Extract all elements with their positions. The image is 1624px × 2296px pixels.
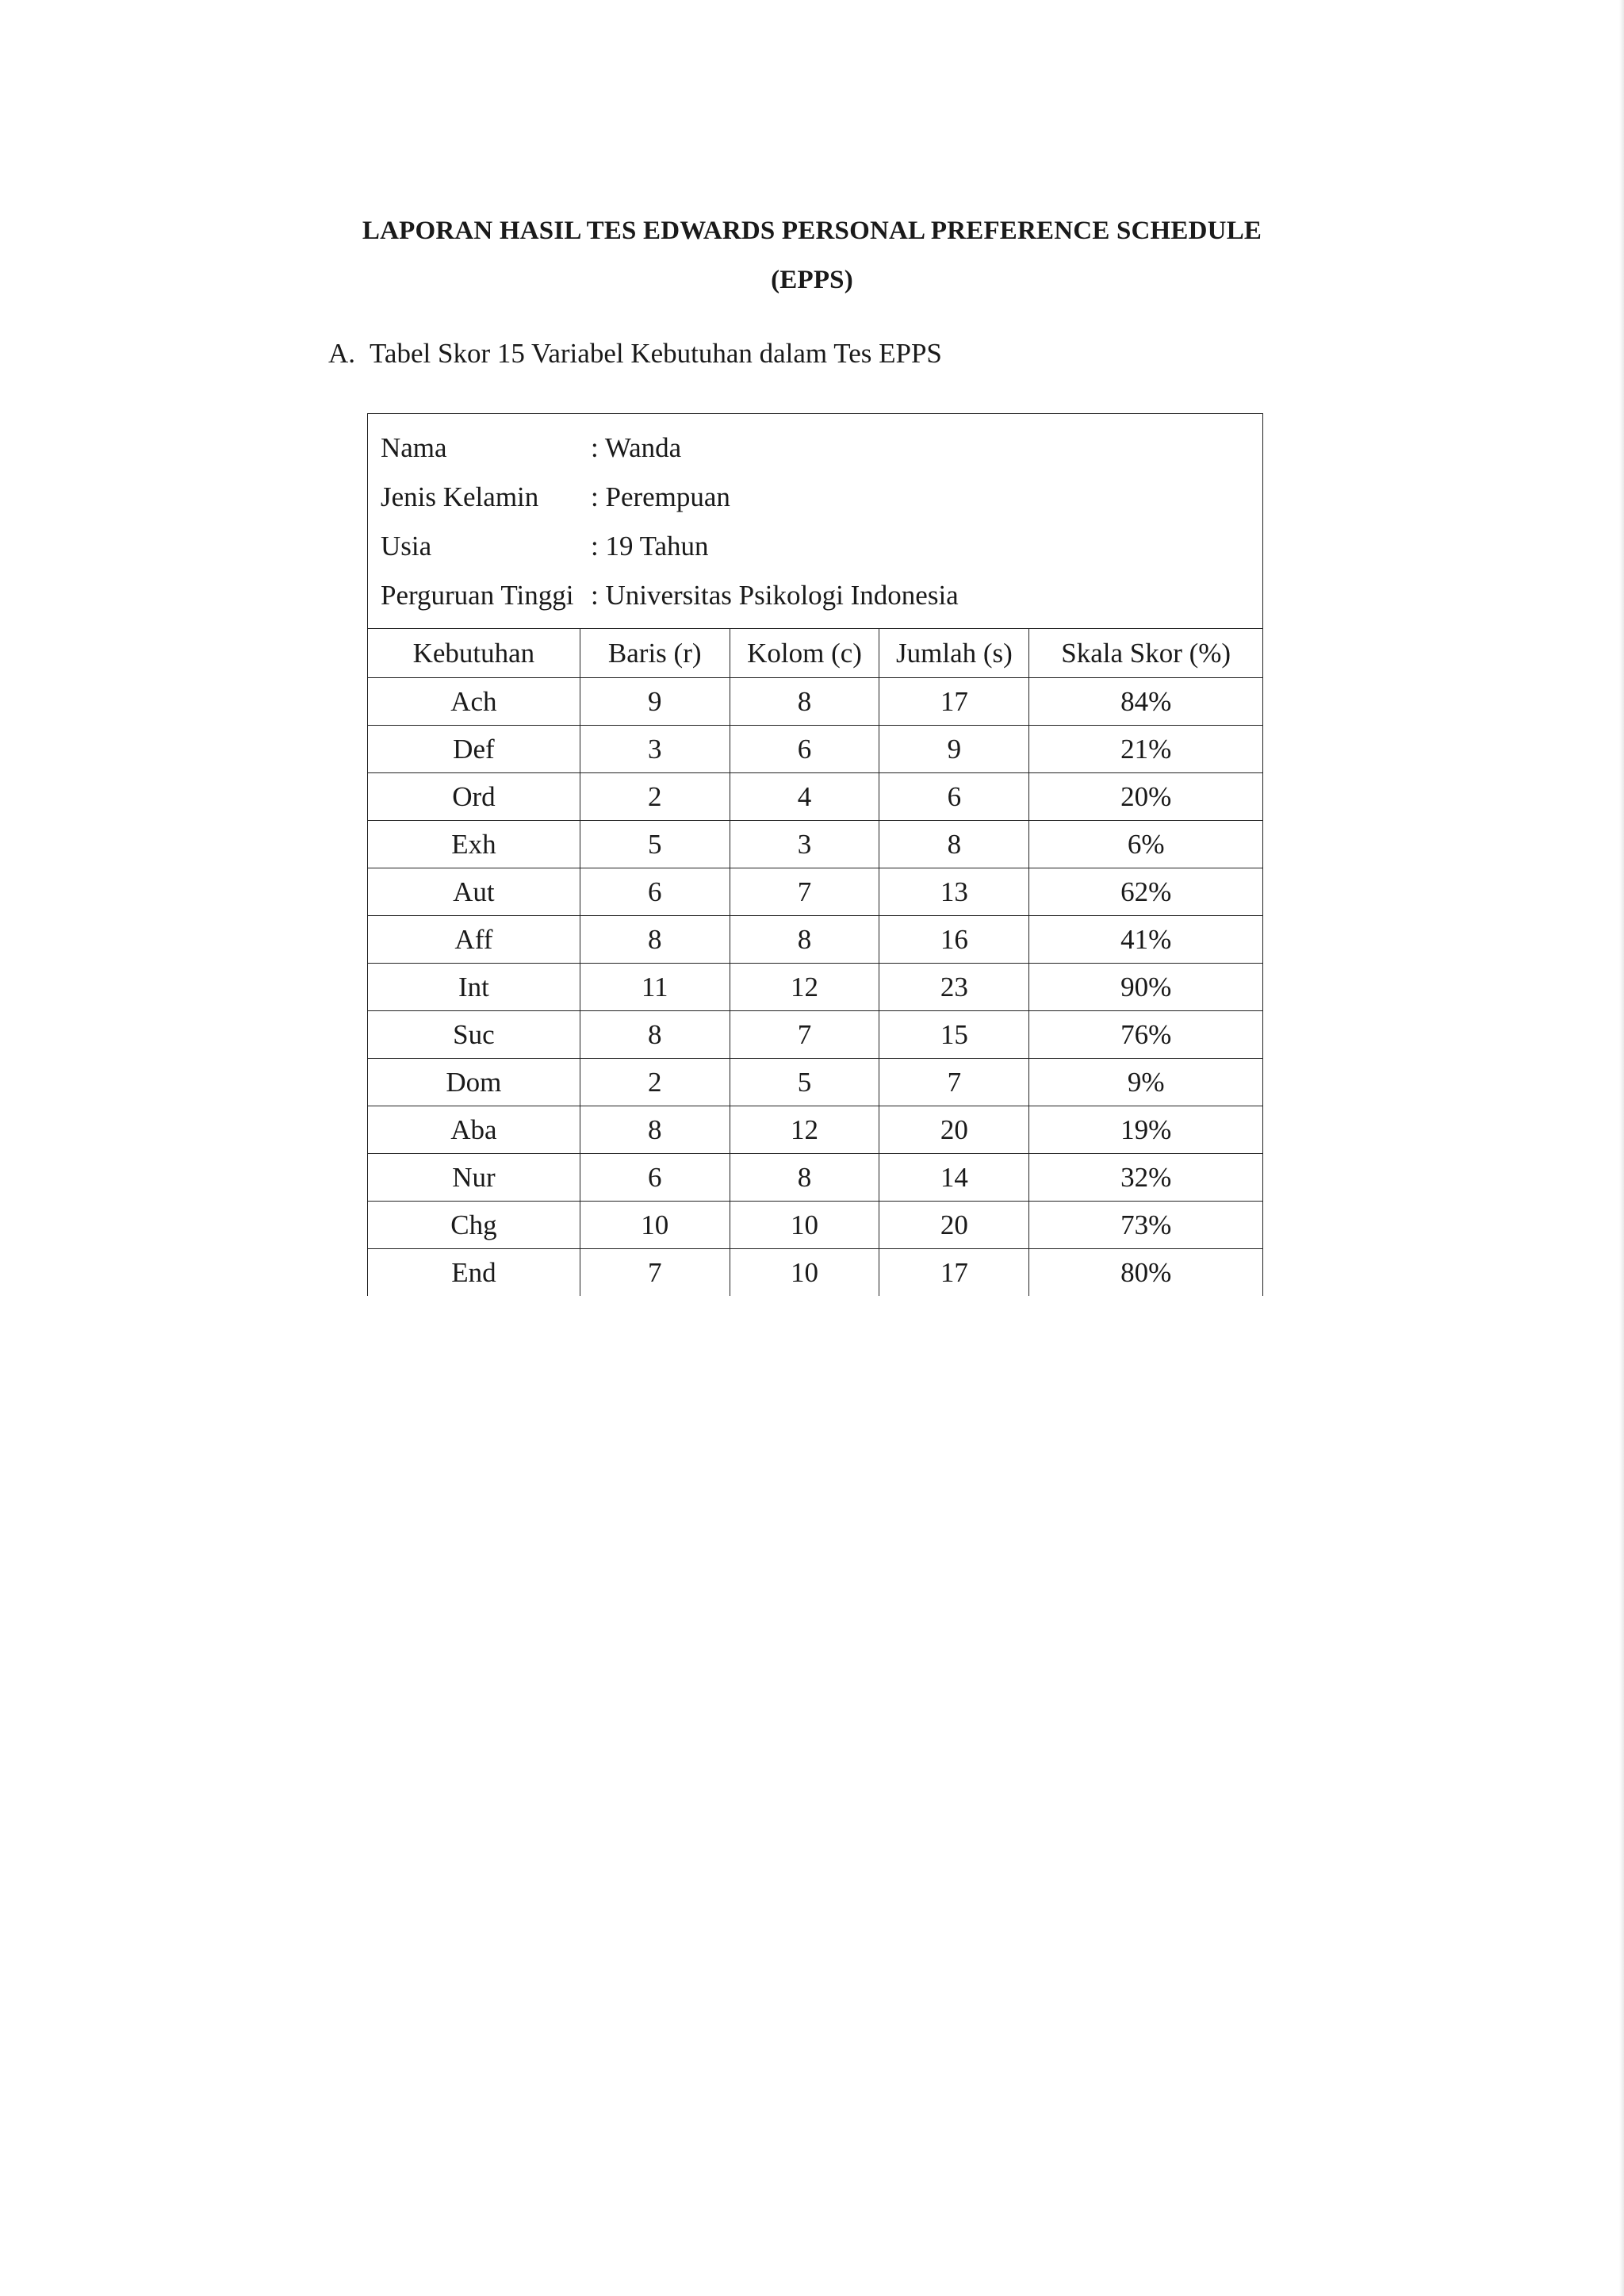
table-cell: 7 <box>580 1249 730 1297</box>
table-cell: 9% <box>1029 1059 1263 1106</box>
identity-row-age <box>381 522 1262 571</box>
table-cell: Dom <box>368 1059 580 1106</box>
table-cell: 8 <box>580 1011 730 1059</box>
column-header: Kebutuhan <box>368 629 580 678</box>
column-header: Jumlah (s) <box>879 629 1029 678</box>
table-cell: 21% <box>1029 726 1263 773</box>
table-cell: 12 <box>730 964 879 1011</box>
table-cell: 84% <box>1029 678 1263 726</box>
table-cell: 8 <box>730 916 879 964</box>
table-cell: 8 <box>730 678 879 726</box>
table-cell: 76% <box>1029 1011 1263 1059</box>
table-cell: 8 <box>580 916 730 964</box>
table-cell: 90% <box>1029 964 1263 1011</box>
table-cell: 32% <box>1029 1154 1263 1202</box>
table-cell: 10 <box>730 1202 879 1249</box>
table-cell: 2 <box>580 1059 730 1106</box>
identity-value: : Universitas Psikologi Indonesia <box>591 580 959 611</box>
section-heading <box>328 338 942 370</box>
identity-value: : Wanda <box>591 432 682 463</box>
table-cell: Aut <box>368 868 580 916</box>
table-cell: 19% <box>1029 1106 1263 1154</box>
table-row <box>368 1154 1263 1202</box>
table-cell: 3 <box>730 821 879 868</box>
epps-score-table <box>367 413 1263 1296</box>
table-row <box>368 868 1263 916</box>
section-letter: A. <box>328 338 356 369</box>
table-cell: 12 <box>730 1106 879 1154</box>
column-header: Kolom (c) <box>730 629 879 678</box>
table-row <box>368 964 1263 1011</box>
table-cell: 17 <box>879 1249 1029 1297</box>
table-cell: Aff <box>368 916 580 964</box>
table-cell: 2 <box>580 773 730 821</box>
table-cell: 6% <box>1029 821 1263 868</box>
table-row <box>368 1059 1263 1106</box>
table-cell: 13 <box>879 868 1029 916</box>
identity-block <box>368 414 1263 629</box>
table-cell: Nur <box>368 1154 580 1202</box>
table-cell: 41% <box>1029 916 1263 964</box>
table-cell: 7 <box>879 1059 1029 1106</box>
report-title: LAPORAN HASIL TES EDWARDS PERSONAL PREFERENCE SCHEDULE <box>362 217 1262 245</box>
report-title-abbrev: (EPPS) <box>771 266 853 294</box>
table-cell: 6 <box>879 773 1029 821</box>
table-cell: 6 <box>580 868 730 916</box>
table-row <box>368 1202 1263 1249</box>
table-cell: Suc <box>368 1011 580 1059</box>
table-cell: 6 <box>730 726 879 773</box>
table-cell: Int <box>368 964 580 1011</box>
table-row <box>368 1249 1263 1297</box>
table-cell: 7 <box>730 1011 879 1059</box>
table-cell: 16 <box>879 916 1029 964</box>
table-cell: 62% <box>1029 868 1263 916</box>
table-cell: 15 <box>879 1011 1029 1059</box>
table-cell: 20 <box>879 1106 1029 1154</box>
table-row <box>368 1011 1263 1059</box>
table-cell: Chg <box>368 1202 580 1249</box>
identity-label: Jenis Kelamin <box>381 481 539 512</box>
table-cell: Ord <box>368 773 580 821</box>
table-row <box>368 1106 1263 1154</box>
table-row <box>368 726 1263 773</box>
table-cell: Ach <box>368 678 580 726</box>
table-cell: 4 <box>730 773 879 821</box>
identity-row-university <box>381 571 1262 620</box>
table-cell: Exh <box>368 821 580 868</box>
table-cell: 8 <box>879 821 1029 868</box>
table-cell: 8 <box>730 1154 879 1202</box>
table-cell: 5 <box>580 821 730 868</box>
identity-row-name <box>381 424 1262 473</box>
table-row <box>368 678 1263 726</box>
section-text: Tabel Skor 15 Variabel Kebutuhan dalam Tes EPPS <box>370 338 942 369</box>
column-header: Baris (r) <box>580 629 730 678</box>
table-cell: End <box>368 1249 580 1297</box>
table-cell: 11 <box>580 964 730 1011</box>
table-cell: Def <box>368 726 580 773</box>
table-cell: 5 <box>730 1059 879 1106</box>
table-cell: 73% <box>1029 1202 1263 1249</box>
table-header-row <box>368 629 1263 678</box>
table-cell: 80% <box>1029 1249 1263 1297</box>
table-cell: 23 <box>879 964 1029 1011</box>
table-cell: 8 <box>580 1106 730 1154</box>
identity-label: Perguruan Tinggi <box>381 580 574 611</box>
identity-value: : 19 Tahun <box>591 531 709 562</box>
identity-row-gender <box>381 473 1262 522</box>
table-cell: 20 <box>879 1202 1029 1249</box>
table-cell: 10 <box>580 1202 730 1249</box>
table-cell: 14 <box>879 1154 1029 1202</box>
table-cell: 7 <box>730 868 879 916</box>
table-cell: Aba <box>368 1106 580 1154</box>
table-cell: 10 <box>730 1249 879 1297</box>
table-row <box>368 773 1263 821</box>
identity-label: Usia <box>381 531 432 562</box>
table-cell: 6 <box>580 1154 730 1202</box>
table-cell: 20% <box>1029 773 1263 821</box>
table-cell: 3 <box>580 726 730 773</box>
page-edge-shadow <box>1619 0 1624 2296</box>
table-row <box>368 916 1263 964</box>
identity-value: : Perempuan <box>591 481 730 512</box>
table-row <box>368 821 1263 868</box>
column-header: Skala Skor (%) <box>1029 629 1263 678</box>
table-cell: 9 <box>879 726 1029 773</box>
identity-label: Nama <box>381 432 447 463</box>
table-cell: 9 <box>580 678 730 726</box>
table-cell: 17 <box>879 678 1029 726</box>
